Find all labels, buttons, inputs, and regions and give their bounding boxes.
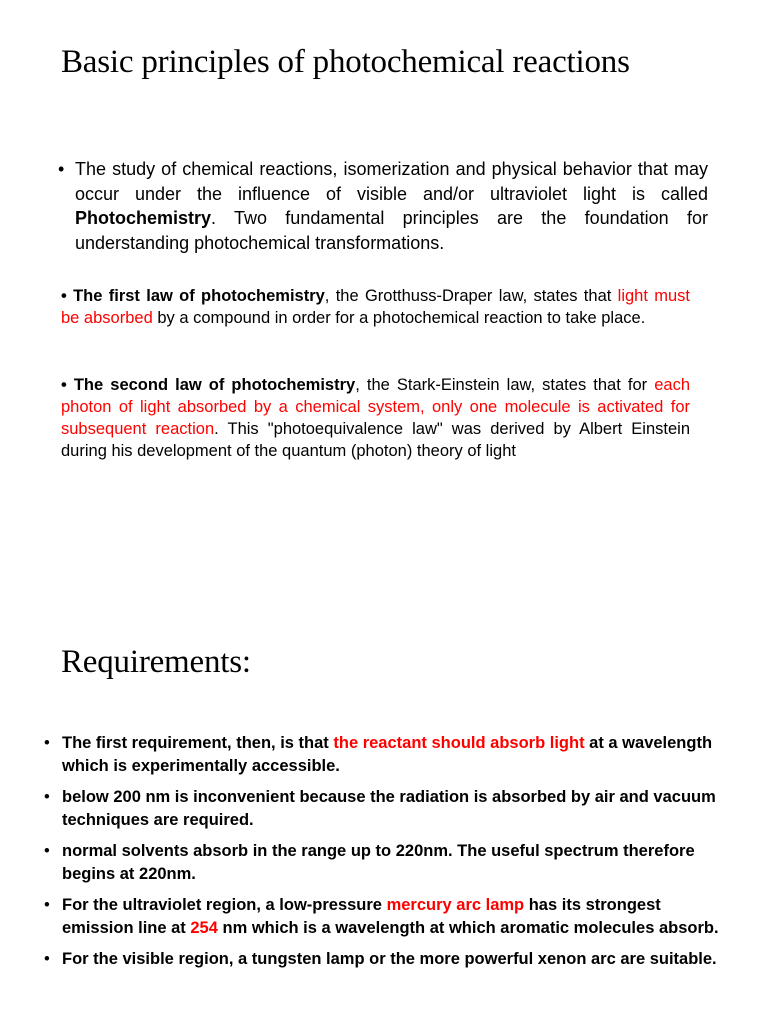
item-highlight: mercury arc lamp xyxy=(386,896,525,914)
intro-text: The study of chemical reactions, isomerization and physical behavior that may occur under the influence of visible and/or ultraviolet light is called xyxy=(75,159,708,204)
bullet-icon: • xyxy=(44,788,50,806)
second-law-highlight: each photon of light absorbed by a chemical system, only one molecule is activated for subsequent reaction xyxy=(61,376,690,438)
item-text: The first requirement, then, is that xyxy=(62,734,334,752)
second-law-paragraph xyxy=(61,374,690,462)
bullet-icon: • xyxy=(44,896,50,914)
requirements-title: Requirements: xyxy=(61,644,251,680)
item-text: For the ultraviolet region, a low-pressure xyxy=(62,896,387,914)
second-law-text: , the Stark-Einstein law, states that for xyxy=(355,376,655,394)
first-law-paragraph xyxy=(61,285,690,329)
second-law-heading: • The second law of photochemistry xyxy=(61,376,356,394)
item-text-end: nm which is a wavelength at which aromatic molecules absorb. xyxy=(217,919,719,937)
list-item xyxy=(44,732,734,778)
list-item xyxy=(44,894,734,940)
first-law-text: , the Grotthuss-Draper law, states that xyxy=(324,287,618,305)
list-item xyxy=(44,840,734,886)
bullet-icon: • xyxy=(44,842,50,860)
item-text: below 200 nm is inconvenient because the radiation is absorbed by air and vacuum techniques are required. xyxy=(62,788,716,829)
intro-paragraph xyxy=(58,157,708,255)
list-item xyxy=(44,948,734,971)
list-item xyxy=(44,786,734,832)
requirements-list xyxy=(44,732,734,979)
intro-text-end: . Two fundamental principles are the foundation for understanding photochemical transformations. xyxy=(75,208,708,253)
item-highlight-number: 254 xyxy=(190,919,218,937)
bullet-icon: • xyxy=(44,950,50,968)
item-text: normal solvents absorb in the range up to 220nm. The useful spectrum therefore begins at 220nm. xyxy=(62,842,695,883)
first-law-heading: • The first law of photochemistry xyxy=(61,287,325,305)
item-highlight: the reactant should absorb light xyxy=(333,734,585,752)
first-law-highlight: light must be absorbed xyxy=(61,287,690,327)
bullet-icon: • xyxy=(44,734,50,752)
item-text-mid: has its strongest emission line at xyxy=(62,896,661,937)
page-title: Basic principles of photochemical reactions xyxy=(61,44,630,80)
item-text-end: at a wavelength which is experimentally accessible. xyxy=(62,734,713,775)
second-law-text-end: . This "photoequivalence law" was derived by Albert Einstein during his development of the quantum (photon) theory of light xyxy=(61,420,690,460)
item-text: For the visible region, a tungsten lamp or the more powerful xenon arc are suitable. xyxy=(62,950,717,968)
photochemistry-term: Photochemistry xyxy=(75,208,212,228)
first-law-text-end: by a compound in order for a photochemical reaction to take place. xyxy=(152,309,646,327)
bullet-icon: • xyxy=(58,159,65,179)
